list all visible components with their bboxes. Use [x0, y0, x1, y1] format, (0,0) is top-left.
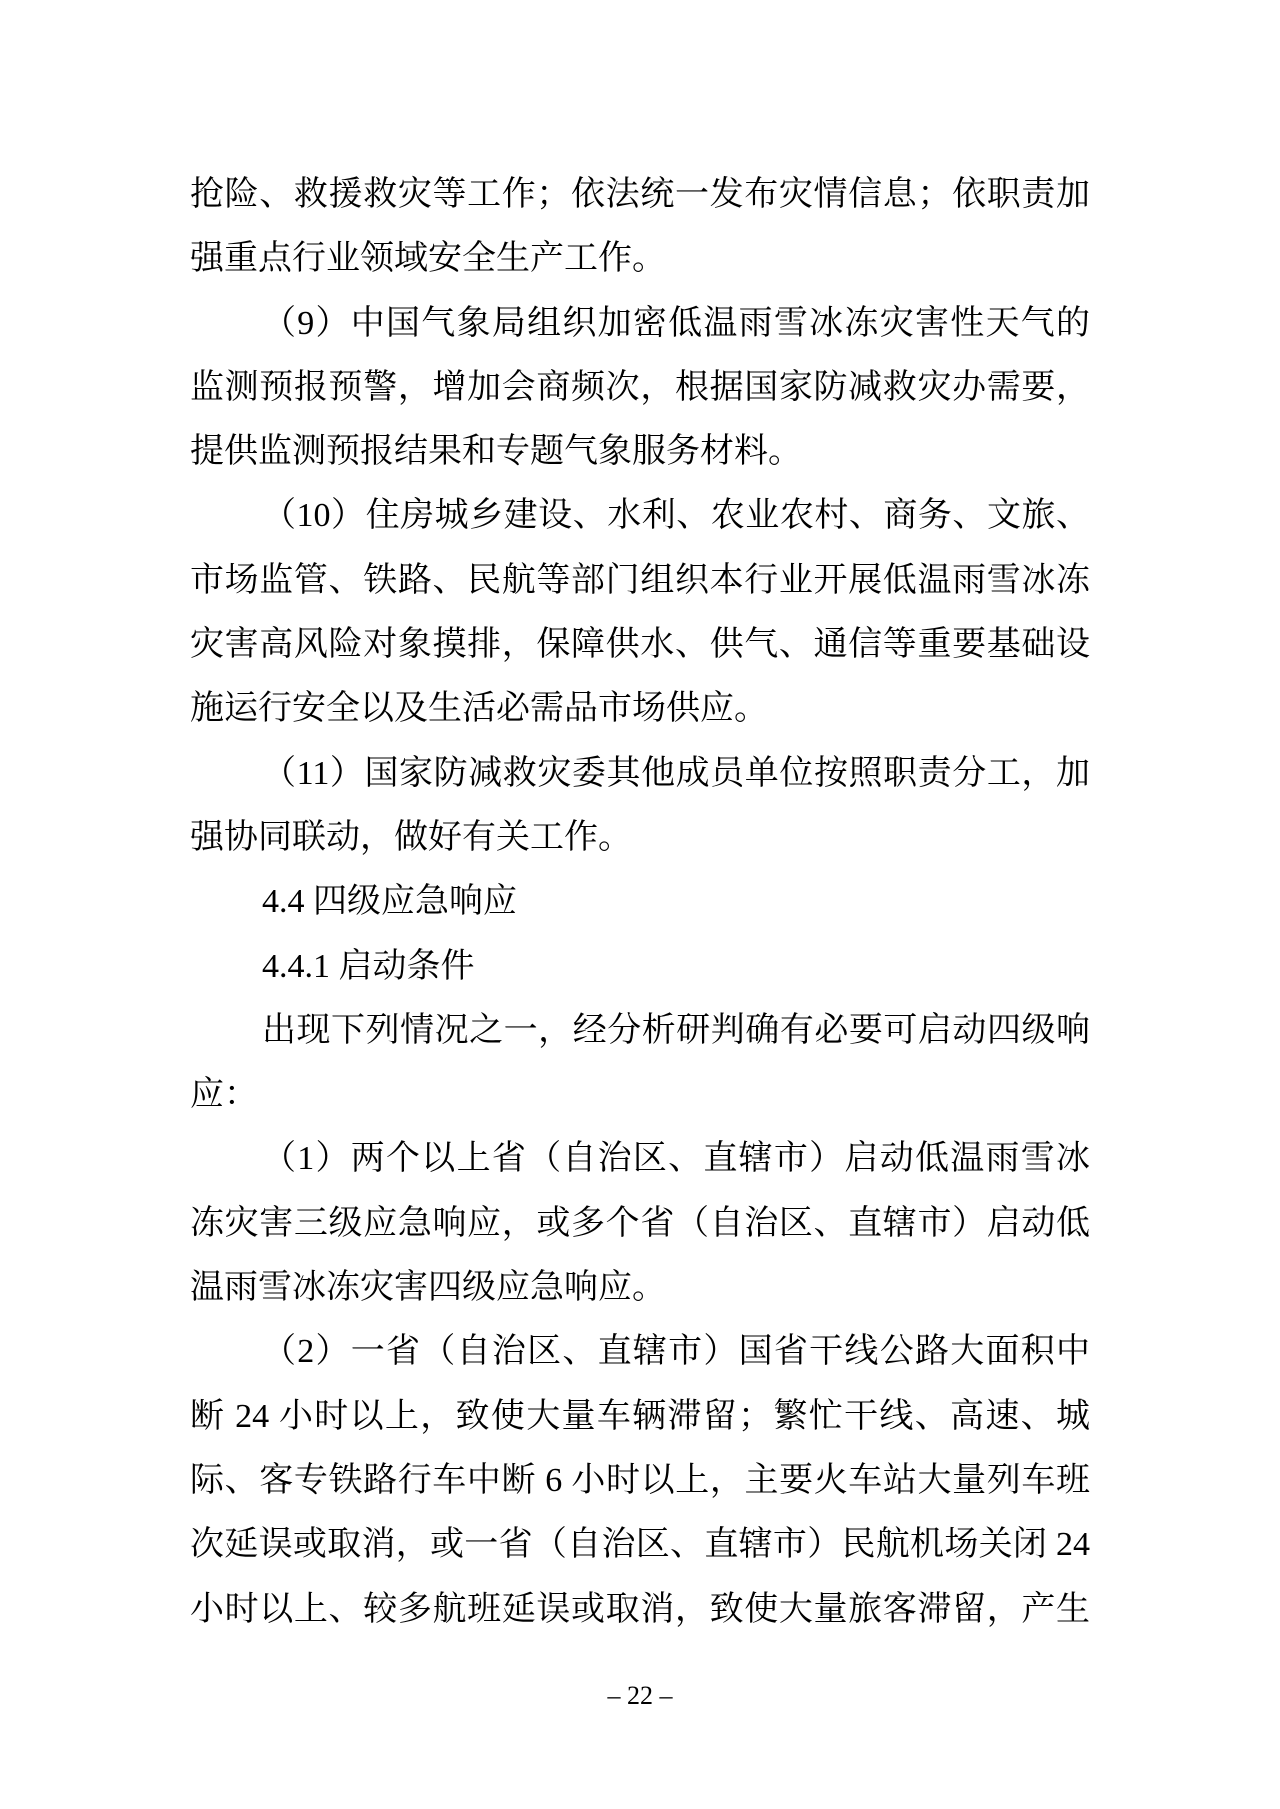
text-line: 小时以上、较多航班延误或取消，致使大量旅客滞留，产生	[190, 1590, 1090, 1628]
text-line: （1）两个以上省（自治区、直辖市）启动低温雨雪冰	[262, 1140, 1090, 1178]
text-line: 市场监管、铁路、民航等部门组织本行业开展低温雨雪冰冻	[190, 561, 1090, 599]
text-line: 次延误或取消，或一省（自治区、直辖市）民航机场关闭 24	[190, 1526, 1090, 1564]
text-line: 温雨雪冰冻灾害四级应急响应。	[190, 1269, 666, 1307]
text-line: 提供监测预报结果和专题气象服务材料。	[190, 433, 802, 471]
section-heading: 4.4.1 启动条件	[262, 947, 475, 985]
text-line: （10）住房城乡建设、水利、农业农村、商务、文旅、	[262, 497, 1090, 535]
text-line: 施运行安全以及生活必需品市场供应。	[190, 690, 768, 728]
page-number: – 22 –	[607, 1681, 673, 1710]
text-line: 际、客专铁路行车中断 6 小时以上，主要火车站大量列车班	[190, 1461, 1090, 1499]
text-line: （2）一省（自治区、直辖市）国省干线公路大面积中	[262, 1333, 1090, 1371]
text-line: 断 24 小时以上，致使大量车辆滞留；繁忙干线、高速、城	[190, 1397, 1090, 1435]
text-line: 出现下列情况之一，经分析研判确有必要可启动四级响	[262, 1011, 1090, 1049]
text-line: 强协同联动，做好有关工作。	[190, 818, 632, 856]
text-line: 强重点行业领域安全生产工作。	[190, 240, 666, 278]
text-line: 应：	[190, 1076, 258, 1114]
section-heading: 4.4 四级应急响应	[262, 883, 517, 921]
text-line: 灾害高风险对象摸排，保障供水、供气、通信等重要基础设	[190, 626, 1090, 664]
text-line: 抢险、救援救灾等工作；依法统一发布灾情信息；依职责加	[190, 176, 1090, 213]
text-line: 冻灾害三级应急响应，或多个省（自治区、直辖市）启动低	[190, 1204, 1090, 1242]
text-line: （9）中国气象局组织加密低温雨雪冰冻灾害性天气的	[262, 304, 1090, 342]
text-line: （11）国家防减救灾委其他成员单位按照职责分工，加	[262, 754, 1090, 792]
text-block	[190, 163, 1090, 1642]
text-line: 监测预报预警，增加会商频次，根据国家防减救灾办需要，	[190, 368, 1090, 406]
